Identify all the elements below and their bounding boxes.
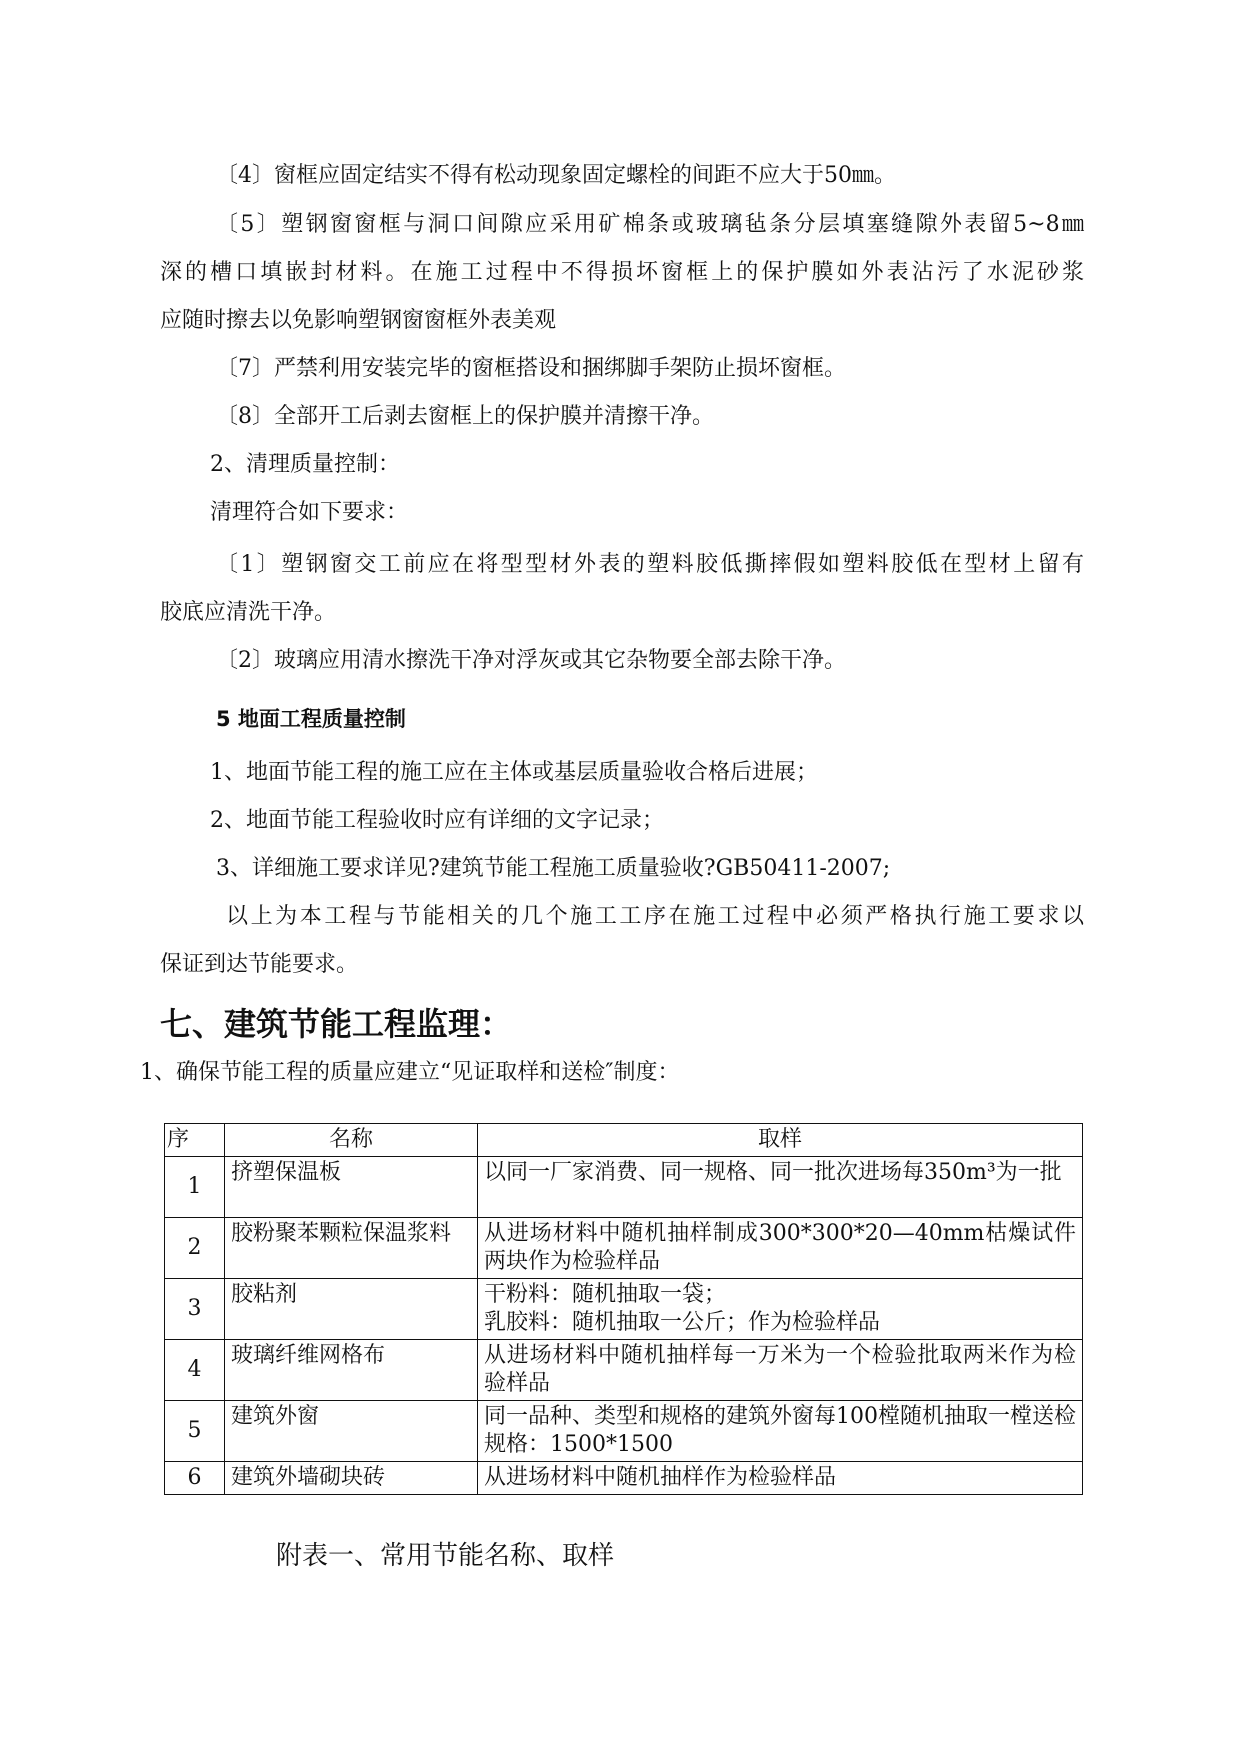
row-index: 3 — [165, 1279, 225, 1340]
sampling-table — [164, 1123, 1083, 1495]
row-sample: 以同一厂家消费、同一规格、同一批次进场每350m³为一批 — [478, 1157, 1083, 1218]
row-sample: 从进场材料中随机抽样每一万米为一个检验批取两米作为检验样品 — [478, 1340, 1083, 1401]
summary-line-1: 以上为本工程与节能相关的几个施工工序在施工过程中必须严格执行施工要求以 — [226, 904, 1084, 929]
row-index: 1 — [165, 1157, 225, 1218]
row-sample: 同一品种、类型和规格的建筑外窗每100樘随机抽取一樘送检规格：1500*1500 — [478, 1401, 1083, 1462]
row-name: 玻璃纤维网格布 — [225, 1340, 478, 1401]
clean-requirements-intro: 清理符合如下要求： — [210, 500, 409, 525]
table-row — [165, 1340, 1083, 1401]
table-header-row — [165, 1124, 1083, 1157]
row-index: 4 — [165, 1340, 225, 1401]
floor-item-1: 1、地面节能工程的施工应在主体或基层质量验收合格后进展； — [210, 760, 818, 785]
paragraph-item-7: 〔7〕严禁利用安装完毕的窗框搭设和捆绑脚手架防止损坏窗框。 — [216, 356, 846, 381]
row-sample-line-1: 干粉料：随机抽取一袋； — [484, 1282, 727, 1307]
clean-item-2: 〔2〕玻璃应用清水擦洗干净对浮灰或其它杂物要全部去除干净。 — [216, 648, 846, 673]
row-index: 2 — [165, 1218, 225, 1279]
row-name: 建筑外墙砌块砖 — [225, 1462, 478, 1495]
table-row — [165, 1279, 1083, 1340]
row-sample-line-2: 乳胶料：随机抽取一公斤；作为检验样品 — [484, 1310, 881, 1335]
clean-item-1-line-1: 〔1〕塑钢窗交工前应在将型型材外表的塑料胶低撕摔假如塑料胶低在型材上留有 — [216, 552, 1084, 577]
table-caption: 附表一、常用节能名称、取样 — [276, 1541, 615, 1571]
header-cell-name: 名称 — [225, 1124, 478, 1157]
row-name: 胶粘剂 — [225, 1279, 478, 1340]
paragraph-item-4: 〔4〕窗框应固定结实不得有松动现象固定螺栓的间距不应大于50㎜。 — [216, 163, 896, 188]
table-row — [165, 1157, 1083, 1218]
chapter-heading-supervision: 七、建筑节能工程监理： — [160, 1005, 513, 1043]
row-name: 胶粉聚苯颗粒保温浆料 — [225, 1218, 478, 1279]
table-row — [165, 1218, 1083, 1279]
summary-line-2: 保证到达节能要求。 — [160, 952, 359, 977]
floor-item-2: 2、地面节能工程验收时应有详细的文字记录； — [210, 808, 664, 833]
row-index: 5 — [165, 1401, 225, 1462]
paragraph-item-5-line-1: 〔5〕塑钢窗窗框与洞口间隙应采用矿棉条或玻璃毡条分层填塞缝隙外表留5~8㎜ — [216, 212, 1084, 237]
row-name: 挤塑保温板 — [225, 1157, 478, 1218]
row-name: 建筑外窗 — [225, 1401, 478, 1462]
row-index: 6 — [165, 1462, 225, 1495]
paragraph-item-8: 〔8〕全部开工后剥去窗框上的保护膜并清擦干净。 — [216, 404, 714, 429]
clean-quality-heading: 2、清理质量控制： — [210, 452, 400, 477]
table-row — [165, 1462, 1083, 1495]
clean-item-1-line-2: 胶底应清洗干净。 — [160, 600, 337, 625]
header-cell-sample: 取样 — [478, 1124, 1083, 1157]
row-sample — [478, 1279, 1083, 1340]
section-heading-floor: 5 地面工程质量控制 — [216, 707, 406, 731]
floor-item-3: 3、详细施工要求详见?建筑节能工程施工质量验收?GB50411-2007; — [216, 856, 891, 881]
header-cell-index: 序 — [165, 1124, 225, 1157]
row-sample: 从进场材料中随机抽样制成300*300*20—40mm枯燥试件两块作为检验样品 — [478, 1218, 1083, 1279]
row-sample: 从进场材料中随机抽样作为检验样品 — [478, 1462, 1083, 1495]
paragraph-item-5-line-2: 深的槽口填嵌封材料。在施工过程中不得损坏窗框上的保护膜如外表沾污了水泥砂浆 — [160, 260, 1084, 285]
witness-sampling-rule: 1、确保节能工程的质量应建立“见证取样和送检″制度： — [140, 1060, 680, 1085]
paragraph-item-5-line-3: 应随时擦去以免影响塑钢窗窗框外表美观 — [160, 308, 557, 333]
table-row — [165, 1401, 1083, 1462]
